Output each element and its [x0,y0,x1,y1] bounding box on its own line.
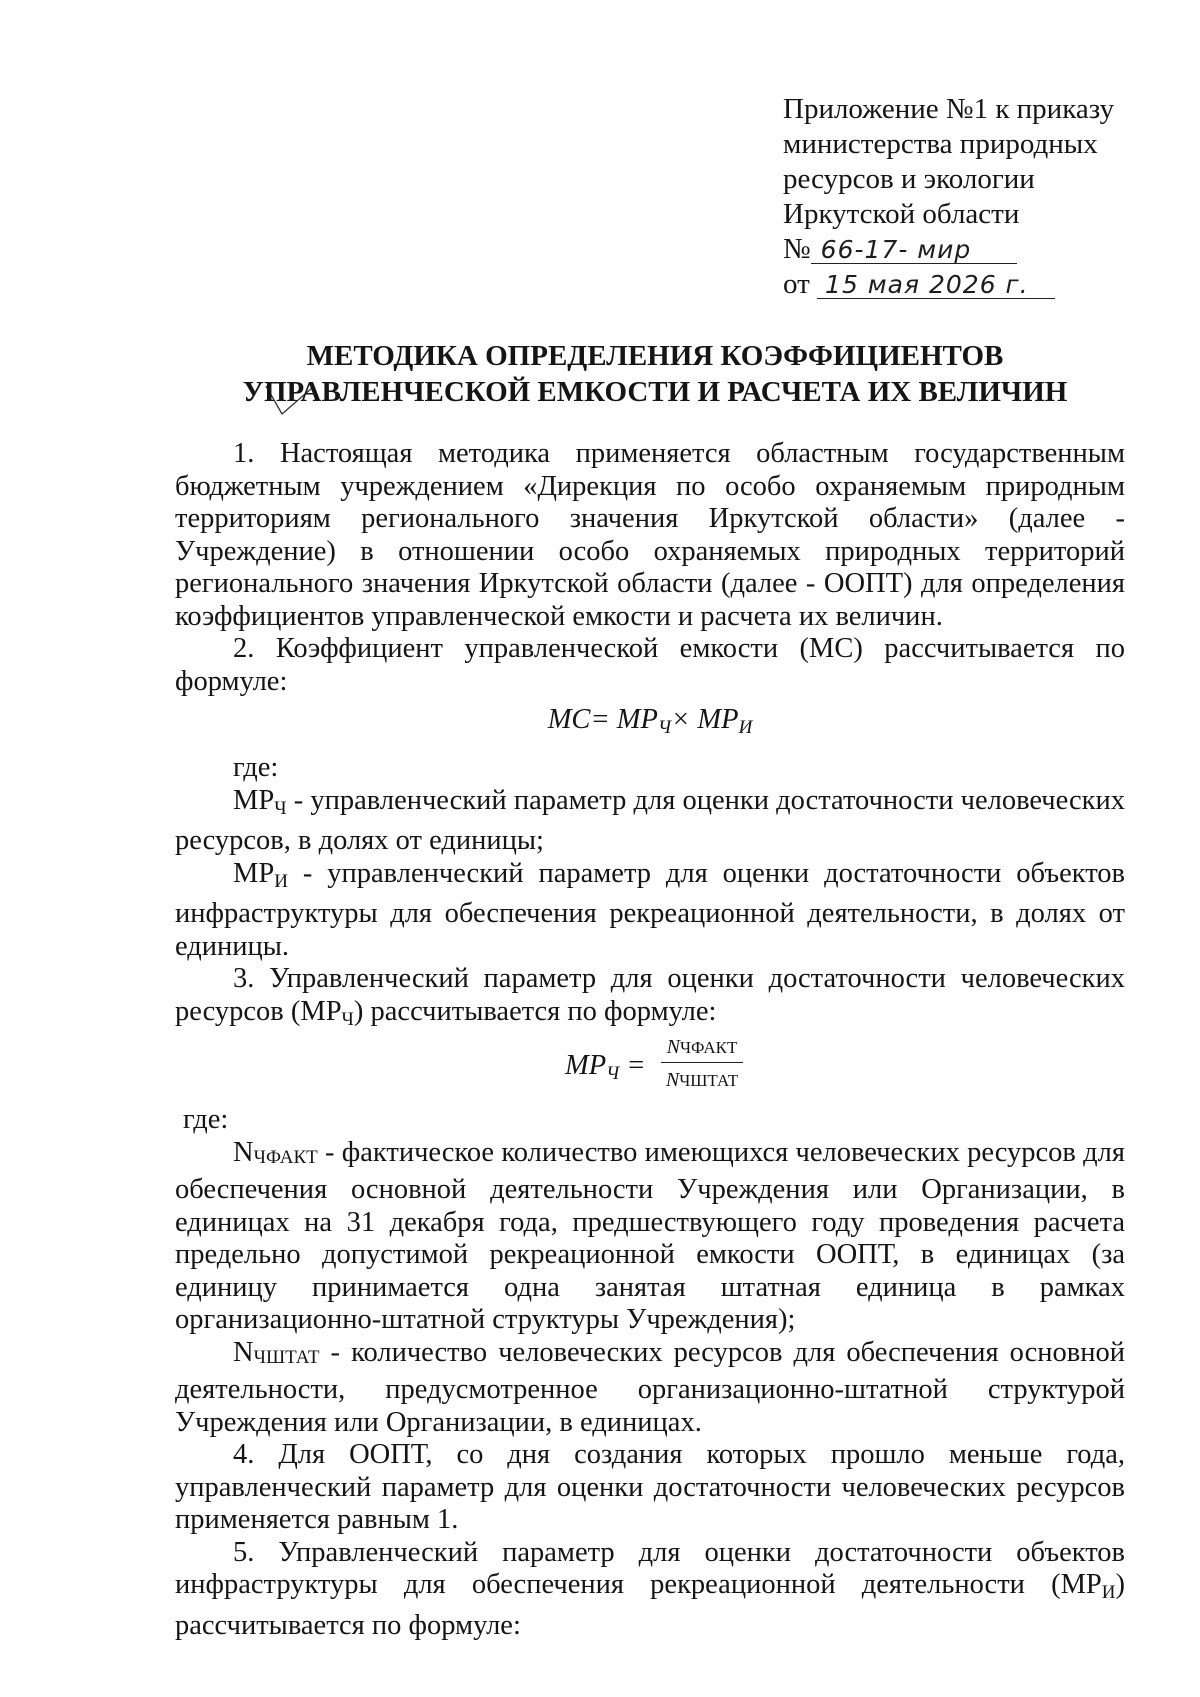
order-number-prefix: № [783,233,811,265]
order-date-handwritten: 15 мая 2026 г. [817,271,1055,299]
paragraph-3-text: 3. Управленческий параметр для оценки достаточности человеческих ресурсов (МР [175,963,1125,1027]
where-label-2: где: [183,1104,229,1135]
def-n-shtat-symbol: N [233,1336,254,1368]
definition-n-shtat [175,1337,1125,1440]
formula-mc-sub-ch: Ч [657,717,672,738]
def-n-fakt-text: - фактическое количество имеющихся человеческих ресурсов для обеспечения основной деятельности Учреждения или Организации, в единицах на 31 декабря года, предшествующего году проведения расчета предельно допустимой рекреационной емкости ООПТ, в единицах (за единицу принимается одна занятая штатная единица в рамках организационно-штатной структуры Учреждения); [175,1136,1125,1335]
denominator-sub: ЧШТАТ [679,1071,739,1090]
formula-mc-times: × МР [671,704,739,735]
denominator-symbol: N [665,1069,680,1091]
formula-mp-ch-lhs [565,1050,646,1091]
definition-n-fakt [175,1137,1125,1337]
paragraph-5-end: ) рассчитывается по формуле: [175,1569,1125,1641]
where-label-1: где: [233,752,279,783]
order-date-line [783,267,1143,302]
def-mp-i-symbol: МР [233,857,275,889]
formula-mp-ch-eq: = [619,1050,646,1081]
title-line-1: МЕТОДИКА ОПРЕДЕЛЕНИЯ КОЭФФИЦИЕНТОВ [306,340,1004,372]
fraction-denominator [661,1063,743,1092]
definition-mp-ch [175,785,1125,858]
def-mp-i-sub: И [274,870,288,892]
paragraph-3-sub: Ч [341,1008,354,1030]
appendix-line-2: министерства природных [783,128,1098,160]
def-mp-i-text: - управленческий параметр для оценки достаточности объектов инфраструктуры для обеспечения рекреационной деятельности, в долях от единицы. [175,857,1125,962]
paragraph-5 [175,1537,1125,1643]
paragraph-5-text: 5. Управленческий параметр для оценки достаточности объектов инфраструктуры для обеспечения рекреационной деятельности (МР [175,1536,1125,1600]
title-line-2: УПРАВЛЕНЧЕСКОЙ ЕМКОСТИ И РАСЧЕТА ИХ ВЕЛИЧИН [242,376,1068,408]
def-mp-ch-symbol: МР [233,784,275,816]
formula-mp-ch-lhs-sub: Ч [606,1063,620,1084]
formula-mc-lhs: МС= МР [547,704,658,735]
paragraph-2: 2. Коэффициент управленческой емкости (МС) рассчитывается по формуле: [175,633,1125,697]
paragraph-3-end: ) рассчитывается по формуле: [353,995,717,1027]
numerator-sub: ЧФАКТ [679,1038,738,1057]
def-mp-ch-sub: Ч [274,797,287,819]
formula-mc [175,702,1125,746]
appendix-block [783,92,1143,302]
formula-mc-sub-i: И [738,717,753,738]
document-body [175,438,1125,1642]
appendix-line-1: Приложение №1 к приказу [783,93,1115,125]
paragraph-5-sub: И [1101,1582,1116,1603]
paragraph-3 [175,963,1125,1036]
def-n-fakt-symbol: N [233,1136,254,1168]
order-number-line [783,232,1143,267]
document-title [160,338,1150,410]
appendix-line-3: ресурсов и экологии [783,163,1035,195]
paragraph-1: 1. Настоящая методика применяется областным государственным бюджетным учреждением «Дирекция по особо охраняемым природным территориям регионального значения Иркутской области» (далее - Учреждение) в отношении особо охраняемых природных территорий регионального значения Иркутской области (далее - ООПТ) для определения коэффициентов управленческой емкости и расчета их величин. [175,438,1125,632]
appendix-line-4: Иркутской области [783,198,1020,230]
fraction-numerator [661,1036,743,1063]
order-number-handwritten: 66-17- мир [811,236,1017,264]
numerator-symbol: N [666,1036,680,1058]
def-mp-ch-text: - управленческий параметр для оценки достаточности человеческих ресурсов, в долях от единицы; [175,784,1125,856]
order-date-prefix: от [783,268,810,300]
def-n-fakt-sub: ЧФАКТ [253,1146,318,1168]
def-n-shtat-text: - количество человеческих ресурсов для обеспечения основной деятельности, предусмотренное организационно-штатной структурой Учреждения или Организации, в единицах. [175,1336,1125,1438]
formula-mp-ch [175,1036,1125,1104]
paragraph-4: 4. Для ООПТ, со дня создания которых прошло меньше года, управленческий параметр для оценки достаточности человеческих ресурсов применяется равным 1. [175,1439,1125,1535]
formula-mp-ch-fraction [661,1036,743,1092]
definition-mp-i [175,858,1125,964]
formula-mp-ch-lhs-symbol: МР [565,1050,607,1081]
def-n-shtat-sub: ЧШТАТ [253,1346,320,1368]
